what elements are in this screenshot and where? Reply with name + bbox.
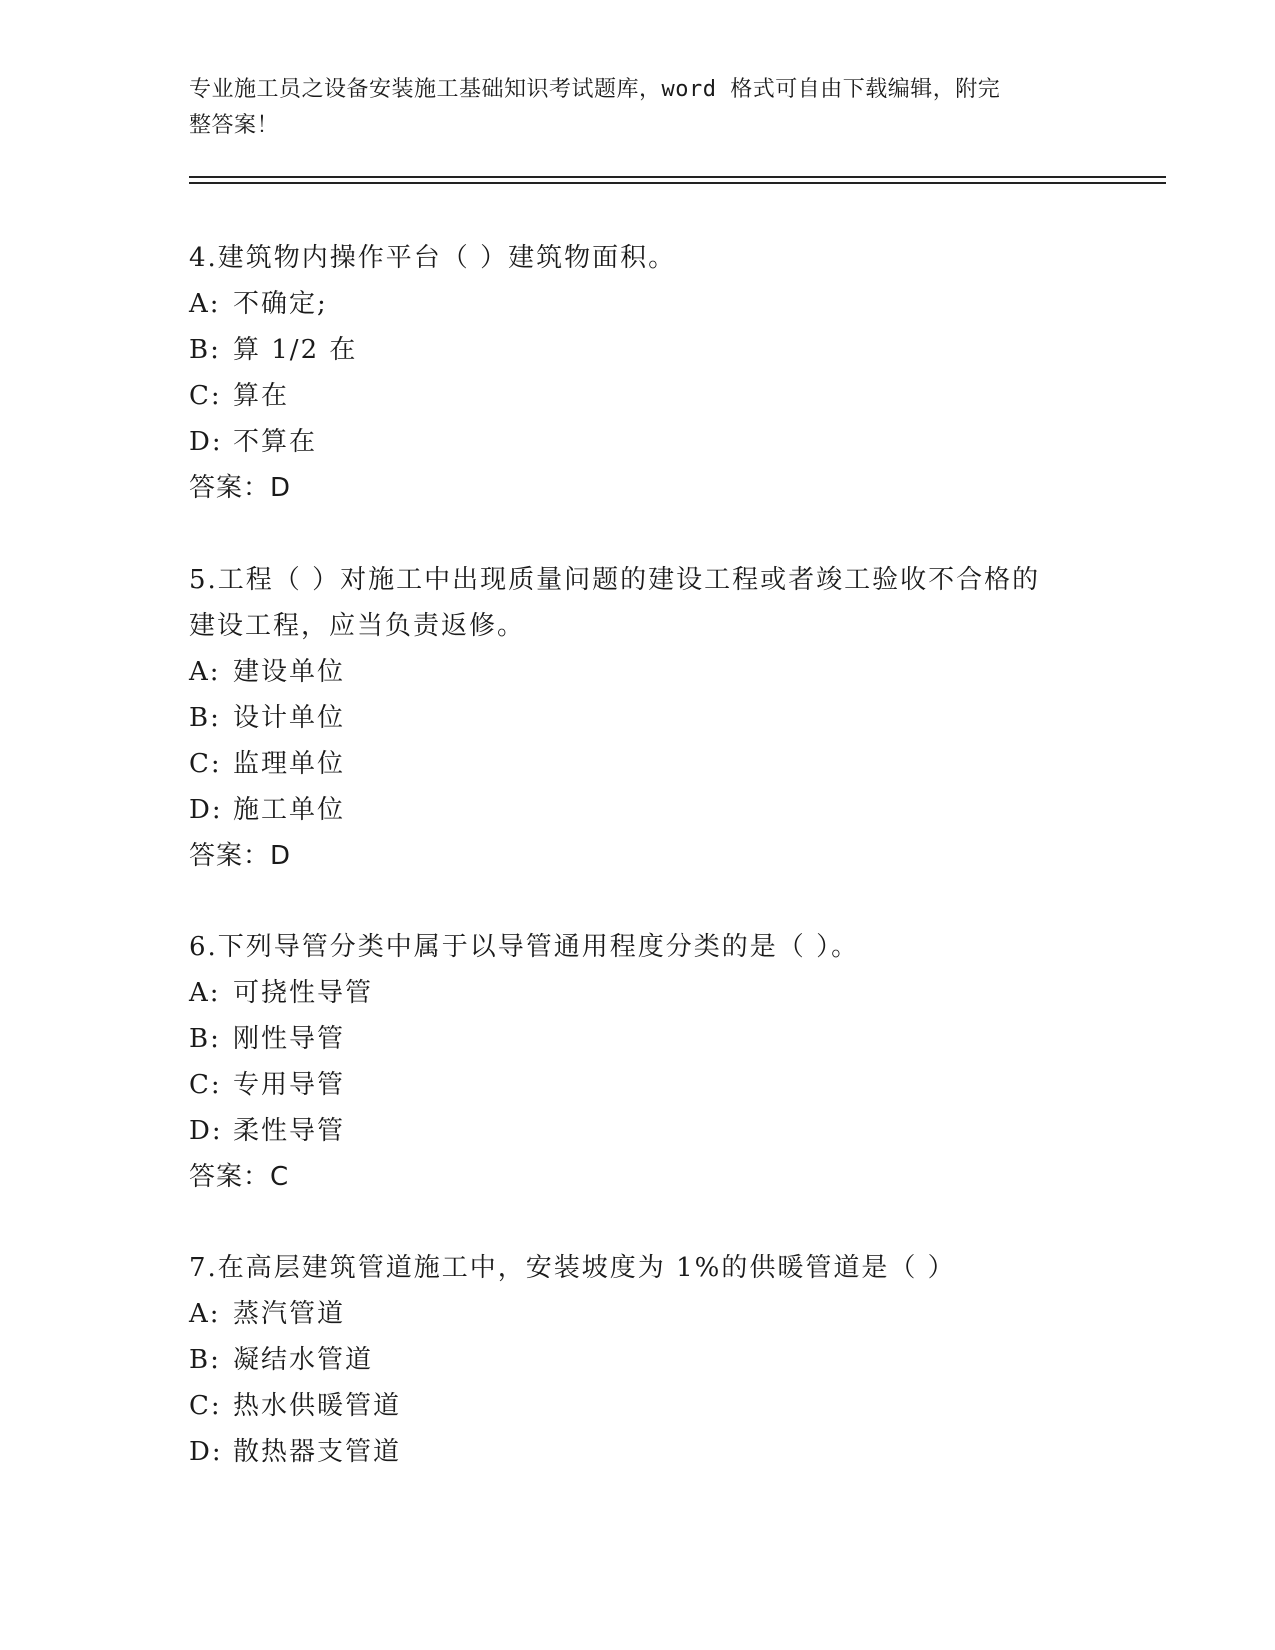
option-text: 监理单位 xyxy=(233,749,346,779)
option-key: C: xyxy=(189,381,222,411)
question-7 xyxy=(189,1245,1089,1475)
question-stem: 7.在高层建筑管道施工中，安装坡度为 1%的供暖管道是（ ） xyxy=(189,1253,956,1283)
question-6 xyxy=(189,924,1089,1200)
option-text: 设计单位 xyxy=(233,703,346,733)
option-b xyxy=(189,1337,1089,1383)
option-b xyxy=(189,695,1089,741)
option-key: C: xyxy=(189,749,222,779)
option-a xyxy=(189,1291,1089,1337)
option-text: 蒸汽管道 xyxy=(233,1299,346,1329)
option-key: B: xyxy=(189,703,221,733)
header-line-2: 整答案！ xyxy=(189,113,280,138)
option-text: 散热器支管道 xyxy=(233,1437,402,1467)
option-text: 柔性导管 xyxy=(233,1116,346,1146)
option-key: B: xyxy=(189,335,221,365)
option-c xyxy=(189,373,1089,419)
question-stem-line-2: 建设工程，应当负责返修。 xyxy=(189,611,526,641)
answer-line: 答案：C xyxy=(189,1162,290,1192)
answer-line: 答案：D xyxy=(189,841,292,871)
option-a xyxy=(189,281,1089,327)
option-text: 不确定; xyxy=(233,289,328,319)
option-text: 热水供暖管道 xyxy=(233,1391,402,1421)
option-key: C: xyxy=(189,1070,222,1100)
question-stem: 4.建筑物内操作平台（ ）建筑物面积。 xyxy=(189,243,677,273)
option-d xyxy=(189,787,1089,833)
option-key: A: xyxy=(189,657,221,687)
option-b xyxy=(189,327,1089,373)
option-key: C: xyxy=(189,1391,222,1421)
option-text: 算 1/2 在 xyxy=(233,335,358,365)
question-stem-line-1: 5.工程（ ）对施工中出现质量问题的建设工程或者竣工验收不合格的 xyxy=(189,565,1041,595)
answer-line: 答案：D xyxy=(189,473,292,503)
header-divider-bottom xyxy=(189,182,1166,184)
header-line-1: 专业施工员之设备安装施工基础知识考试题库，word 格式可自由下载编辑，附完 xyxy=(189,77,1001,102)
option-text: 可挠性导管 xyxy=(233,978,374,1008)
option-text: 建设单位 xyxy=(233,657,346,687)
question-5 xyxy=(189,557,1089,879)
option-a xyxy=(189,649,1089,695)
question-4 xyxy=(189,235,1089,511)
option-d xyxy=(189,1429,1089,1475)
option-text: 施工单位 xyxy=(233,795,346,825)
option-a xyxy=(189,970,1089,1016)
option-key: A: xyxy=(189,978,221,1008)
option-text: 算在 xyxy=(233,381,290,411)
option-text: 刚性导管 xyxy=(233,1024,346,1054)
document-header xyxy=(189,72,1069,144)
option-c xyxy=(189,1062,1089,1108)
option-d xyxy=(189,1108,1089,1154)
option-text: 凝结水管道 xyxy=(233,1345,374,1375)
option-key: A: xyxy=(189,289,221,319)
option-c xyxy=(189,741,1089,787)
option-key: B: xyxy=(189,1024,221,1054)
option-key: D: xyxy=(189,1116,223,1146)
option-d xyxy=(189,419,1089,465)
option-b xyxy=(189,1016,1089,1062)
question-stem: 6.下列导管分类中属于以导管通用程度分类的是（ ）。 xyxy=(189,932,860,962)
option-text: 不算在 xyxy=(233,427,318,457)
option-key: D: xyxy=(189,427,223,457)
header-divider-top xyxy=(189,176,1166,178)
option-key: B: xyxy=(189,1345,221,1375)
option-c xyxy=(189,1383,1089,1429)
option-key: A: xyxy=(189,1299,221,1329)
option-key: D: xyxy=(189,1437,223,1467)
option-text: 专用导管 xyxy=(233,1070,346,1100)
option-key: D: xyxy=(189,795,223,825)
